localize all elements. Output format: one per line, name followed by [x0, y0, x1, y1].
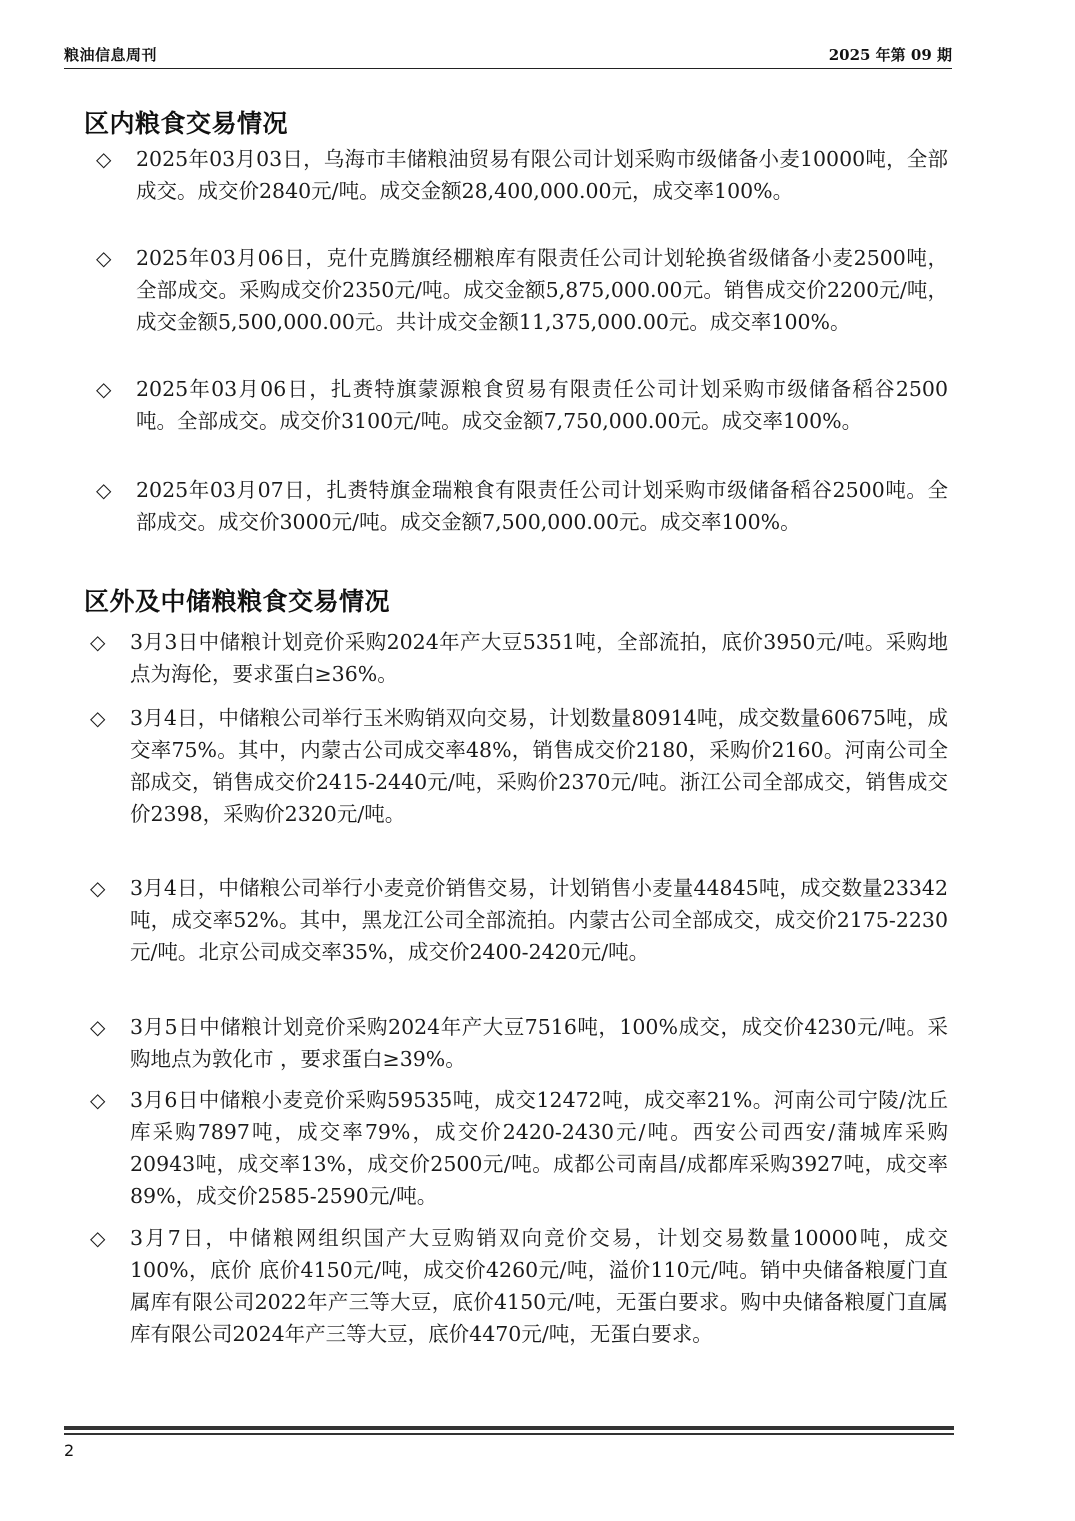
section-title: 区外及中储粮粮食交易情况: [84, 587, 391, 616]
list-item-text: 3月6日中储粮小麦竞价采购59535吨，成交12472吨，成交率21%。河南公司宁陵/沈丘库采购7897吨，成交率79%，成交价2420-2430元/吨。西安公司西安/蒲城库采购20943吨，成交率13%，成交价2500元/吨。成都公司南昌/成都库采购3927吨，成交率89%，成交价2585-2590元/吨。: [130, 1088, 948, 1208]
diamond-bullet-icon: ◇: [90, 1088, 106, 1112]
list-item: [90, 1011, 948, 1075]
issue-number: 2025 年第 09 期: [828, 46, 952, 64]
list-item: [96, 373, 948, 437]
diamond-bullet-icon: ◇: [90, 1226, 106, 1250]
list-item-text: 3月4日，中储粮公司举行小麦竞价销售交易，计划销售小麦量44845吨，成交数量23342吨，成交率52%。其中，黑龙江公司全部流拍。内蒙古公司全部成交，成交价2175-2230元/吨。北京公司成交率35%，成交价2400-2420元/吨。: [130, 876, 948, 964]
list-item-text: 3月3日中储粮计划竞价采购2024年产大豆5351吨，全部流拍，底价3950元/吨。采购地点为海伦，要求蛋白≥36%。: [130, 630, 948, 686]
diamond-bullet-icon: ◇: [96, 377, 112, 401]
list-item-text: 2025年03月06日，扎赉特旗蒙源粮食贸易有限责任公司计划采购市级储备稻谷2500吨。全部成交。成交价3100元/吨。成交金额7,750,000.00元。成交率100%。: [136, 377, 948, 433]
footer-rule-thin: [64, 1433, 954, 1435]
footer-rule-thick: [64, 1426, 954, 1430]
page-header: [64, 40, 952, 69]
diamond-bullet-icon: ◇: [90, 630, 106, 654]
diamond-bullet-icon: ◇: [96, 147, 112, 171]
list-item: [96, 143, 948, 207]
diamond-bullet-icon: ◇: [90, 706, 106, 730]
list-item: [90, 1222, 948, 1350]
footer-divider: [64, 1426, 954, 1435]
diamond-bullet-icon: ◇: [96, 478, 112, 502]
list-item-text: 2025年03月06日，克什克腾旗经棚粮库有限责任公司计划轮换省级储备小麦2500吨，全部成交。采购成交价2350元/吨。成交金额5,875,000.00元。销售成交价2200元/吨，成交金额5,500,000.00元。共计成交金额11,375,000.00元。成交率100%。: [136, 246, 948, 334]
list-item-text: 3月4日，中储粮公司举行玉米购销双向交易，计划数量80914吨，成交数量60675吨，成交率75%。其中，内蒙古公司成交率48%，销售成交价2180，采购价2160。河南公司全部成交，销售成交价2415-2440元/吨，采购价2370元/吨。浙江公司全部成交，销售成交价2398，采购价2320元/吨。: [130, 706, 948, 826]
publication-title: 粮油信息周刊: [64, 46, 158, 64]
page-number: 2: [64, 1441, 75, 1460]
list-item: [90, 1084, 948, 1212]
list-item: [96, 474, 948, 538]
list-item-text: 3月7日，中储粮网组织国产大豆购销双向竞价交易，计划交易数量10000吨，成交100%，底价 底价4150元/吨，成交价4260元/吨，溢价110元/吨。销中央储备粮厦门直属库有限公司2022年产三等大豆，底价4150元/吨，无蛋白要求。购中央储备粮厦门直属库有限公司2024年产三等大豆，底价4470元/吨，无蛋白要求。: [130, 1226, 948, 1346]
list-item: [96, 242, 948, 338]
list-item-text: 2025年03月03日，乌海市丰储粮油贸易有限公司计划采购市级储备小麦10000吨，全部成交。成交价2840元/吨。成交金额28,400,000.00元，成交率100%。: [136, 147, 948, 203]
list-item: [90, 872, 948, 968]
list-item: [90, 702, 948, 830]
list-item-text: 3月5日中储粮计划竞价采购2024年产大豆7516吨，100%成交，成交价4230元/吨。采购地点为敦化市 ，要求蛋白≥39%。: [130, 1015, 948, 1071]
diamond-bullet-icon: ◇: [96, 246, 112, 270]
diamond-bullet-icon: ◇: [90, 876, 106, 900]
list-item-text: 2025年03月07日，扎赉特旗金瑞粮食有限责任公司计划采购市级储备稻谷2500吨。全部成交。成交价3000元/吨。成交金额7,500,000.00元。成交率100%。: [136, 478, 948, 534]
section-title: 区内粮食交易情况: [84, 109, 289, 138]
diamond-bullet-icon: ◇: [90, 1015, 106, 1039]
list-item: [90, 626, 948, 690]
